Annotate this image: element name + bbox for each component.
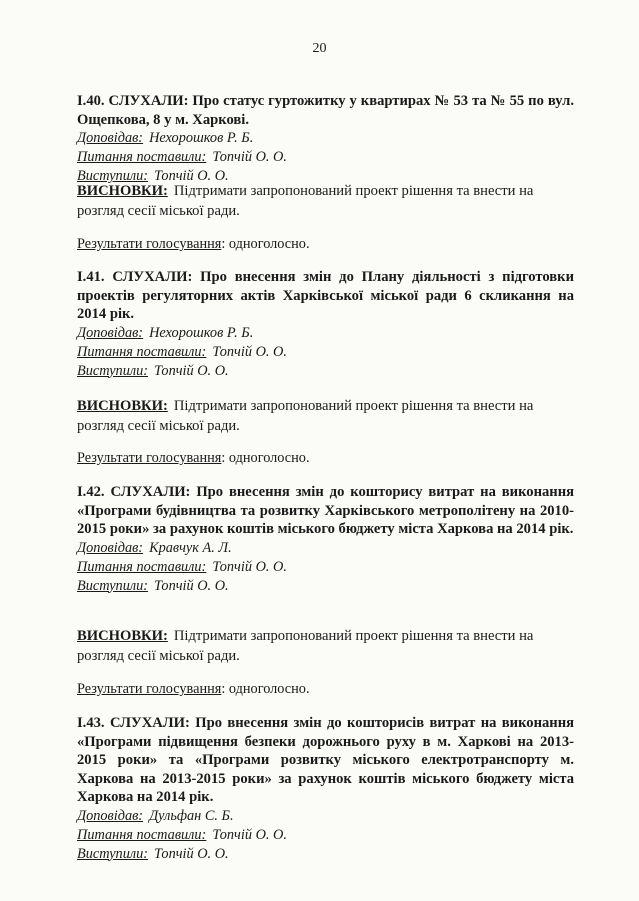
vote-line [77, 680, 574, 698]
vote-1-42 [77, 680, 574, 698]
heard-text: І.43. СЛУХАЛИ: Про внесення змін до кошторисів витрат на виконання «Програми підвищення безпеки дорожнього руху в м. Харкові на 2013-2015 роки» та «Програми розвитку міського електротранспорту м. Харкова на 2013-2015 роки» за рахунок коштів міського бюджету міста Харкова на 2014 рік. [77, 715, 574, 805]
page-number: 20 [312, 41, 327, 56]
vote-1-41 [77, 449, 574, 467]
conclusions-label: ВИСНОВКИ: [77, 183, 168, 199]
reporter-label: Доповідав: [77, 539, 144, 556]
speakers-line [77, 362, 574, 381]
speakers-names: Топчій О. О. [153, 577, 229, 594]
speakers-names: Топчій О. О. [153, 845, 229, 862]
conclusions-line-2: розгляд сесії міської ради. [77, 203, 240, 219]
reporter-line [77, 129, 574, 148]
conclusions-line-1 [77, 396, 574, 416]
reporter-line [77, 807, 574, 826]
conclusions-text-1: Підтримати запропонований проект рішення та внести на [173, 628, 534, 644]
conclusions-line-1 [77, 626, 574, 646]
questions-names: Топчій О. О. [212, 826, 287, 843]
speakers-label: Виступили: [77, 362, 148, 379]
conclusions-text-1: Підтримати запропонований проект рішення та внести на [173, 183, 534, 199]
vote-result: : одноголосно. [221, 450, 310, 466]
questions-line [77, 148, 574, 167]
conclusions-1-42 [77, 626, 574, 666]
vote-label: Результати голосування [77, 681, 222, 697]
speakers-names: Топчій О. О. [153, 168, 229, 184]
agenda-item-1-41 [77, 268, 574, 381]
conclusions-line-2: розгляд сесії міської ради. [77, 648, 240, 664]
questions-label: Питання поставили: [77, 558, 207, 575]
reporter-name: Нехорошков Р. Б. [149, 130, 254, 146]
reporter-label: Доповідав: [77, 807, 144, 824]
reporter-label: Доповідав: [77, 130, 144, 146]
speakers-label: Виступили: [77, 168, 148, 184]
questions-names: Топчій О. О. [212, 343, 287, 360]
vote-label: Результати голосування [77, 236, 222, 252]
questions-names: Топчій О. О. [212, 149, 287, 165]
vote-1-40 [77, 235, 574, 253]
vote-result: : одноголосно. [221, 236, 310, 252]
conclusions-line-1 [77, 181, 574, 201]
vote-line [77, 449, 574, 467]
questions-names: Топчій О. О. [212, 558, 287, 575]
speakers-line [77, 845, 574, 864]
vote-line [77, 235, 574, 253]
vote-label: Результати голосування [77, 450, 222, 466]
questions-line [77, 558, 574, 577]
agenda-item-1-43 [77, 714, 574, 864]
speakers-names: Топчій О. О. [153, 362, 229, 379]
conclusions-label: ВИСНОВКИ: [77, 398, 168, 414]
conclusions-1-40 [77, 181, 574, 221]
heard-text: І.41. СЛУХАЛИ: Про внесення змін до Плану діяльності з підготовки проектів регуляторних актів Харківської міської ради 6 скликання на 2014 рік. [77, 269, 574, 322]
reporter-name: Кравчук А. Л. [149, 539, 232, 556]
speakers-line [77, 577, 574, 596]
conclusions-text-1: Підтримати запропонований проект рішення та внести на [173, 398, 534, 414]
heard-text: І.40. СЛУХАЛИ: Про статус гуртожитку у квартирах № 53 та № 55 по вул. Ощепкова, 8 у м. Харкові. [77, 93, 574, 128]
heard-text: І.42. СЛУХАЛИ: Про внесення змін до кошторису витрат на виконання «Програми будівництва та розвитку Харківського метрополітену на 2010-2015 роки» за рахунок коштів міського бюджету міста Харкова на 2014 рік. [77, 484, 574, 537]
questions-line [77, 826, 574, 845]
agenda-item-1-40 [77, 92, 574, 186]
questions-label: Питання поставили: [77, 343, 207, 360]
questions-line [77, 343, 574, 362]
vote-result: : одноголосно. [221, 681, 310, 697]
questions-label: Питання поставили: [77, 826, 207, 843]
questions-label: Питання поставили: [77, 149, 207, 165]
conclusions-label: ВИСНОВКИ: [77, 628, 168, 644]
reporter-name: Нехорошков Р. Б. [149, 324, 254, 341]
conclusions-line-2: розгляд сесії міської ради. [77, 418, 240, 434]
agenda-item-1-42 [77, 483, 574, 596]
reporter-line [77, 324, 574, 343]
reporter-name: Дульфан С. Б. [149, 807, 234, 824]
reporter-label: Доповідав: [77, 324, 144, 341]
speakers-label: Виступили: [77, 845, 148, 862]
conclusions-1-41 [77, 396, 574, 436]
reporter-line [77, 539, 574, 558]
speakers-label: Виступили: [77, 577, 148, 594]
